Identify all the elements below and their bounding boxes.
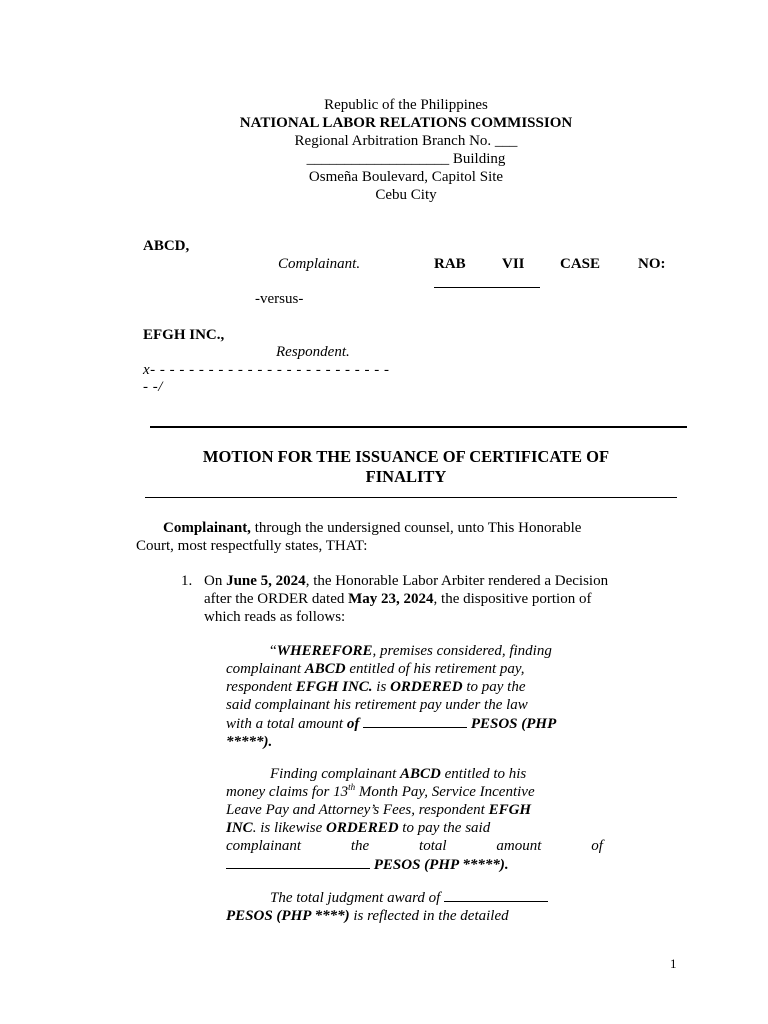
case-vii: VII [502,256,525,272]
document-header [0,96,768,204]
case-rab: RAB [434,256,466,272]
header-city: Cebu City [375,187,437,203]
amount-blank-3 [444,888,548,902]
title-bottom-rule [145,497,677,498]
quote-finding: Finding complainant ABCD entitled to his money claims for 13th Month Pay, Service Incentive Leave Pay and Attorney’s Fees, respondent EFGH INC. is likewise ORDERED to pay the said complainant the total amount of PESOS (PHP *****). [226,766,603,873]
header-republic: Republic of the Philippines [324,97,488,113]
header-commission: NATIONAL LABOR RELATIONS COMMISSION [239,115,573,131]
intro-line1: Complainant, through the undersigned counsel, unto This Honorable [163,520,582,536]
quote-total-award: The total judgment award of PESOS (PHP ****) is reflected in the detailed [226,888,603,925]
complainant-role: Complainant. [278,256,361,272]
amount-blank-1 [363,714,467,728]
header-building: ___________________ Building [306,151,506,167]
intro-line2: Court, most respectfully states, THAT: [136,538,368,554]
respondent-role: Respondent. [276,344,350,360]
complainant-name: ABCD, [143,238,190,254]
case-number-blank [434,287,540,288]
intro-paragraph [136,519,677,555]
page-number: 1 [670,956,677,971]
motion-title [145,447,667,487]
quote-wherefore: “WHEREFORE, premises considered, finding complainant ABCD entitled of his retirement pay, respondent EFGH INC. is ORDERED to pay the said complainant his retirement pay under the law with a total amount of PESOS (PHP *****). [226,643,557,750]
motion-title-line2: FINALITY [365,467,447,486]
title-top-rule [150,426,687,428]
caption-dash-line: x- - - - - - - - - - - - - - - - - - - - - - - - - [143,362,390,378]
motion-title-line1: MOTION FOR THE ISSUANCE OF CERTIFICATE OF [202,447,610,466]
amount-blank-2 [226,855,370,869]
item1-number: 1. [181,573,193,589]
item1-paragraph: On June 5, 2024, the Honorable Labor Arbiter rendered a Decision after the ORDER dated May 23, 2024, the dispositive portion of which reads as follows: [204,573,609,625]
respondent-name: EFGH INC., [143,327,225,343]
caption-dash-end: - -/ [143,379,163,395]
versus-label: -versus- [255,291,304,307]
case-label: CASE [560,256,601,272]
header-street: Osmeña Boulevard, Capitol Site [308,169,504,185]
case-no-label: NO: [638,256,666,272]
header-branch: Regional Arbitration Branch No. ___ [294,133,518,149]
